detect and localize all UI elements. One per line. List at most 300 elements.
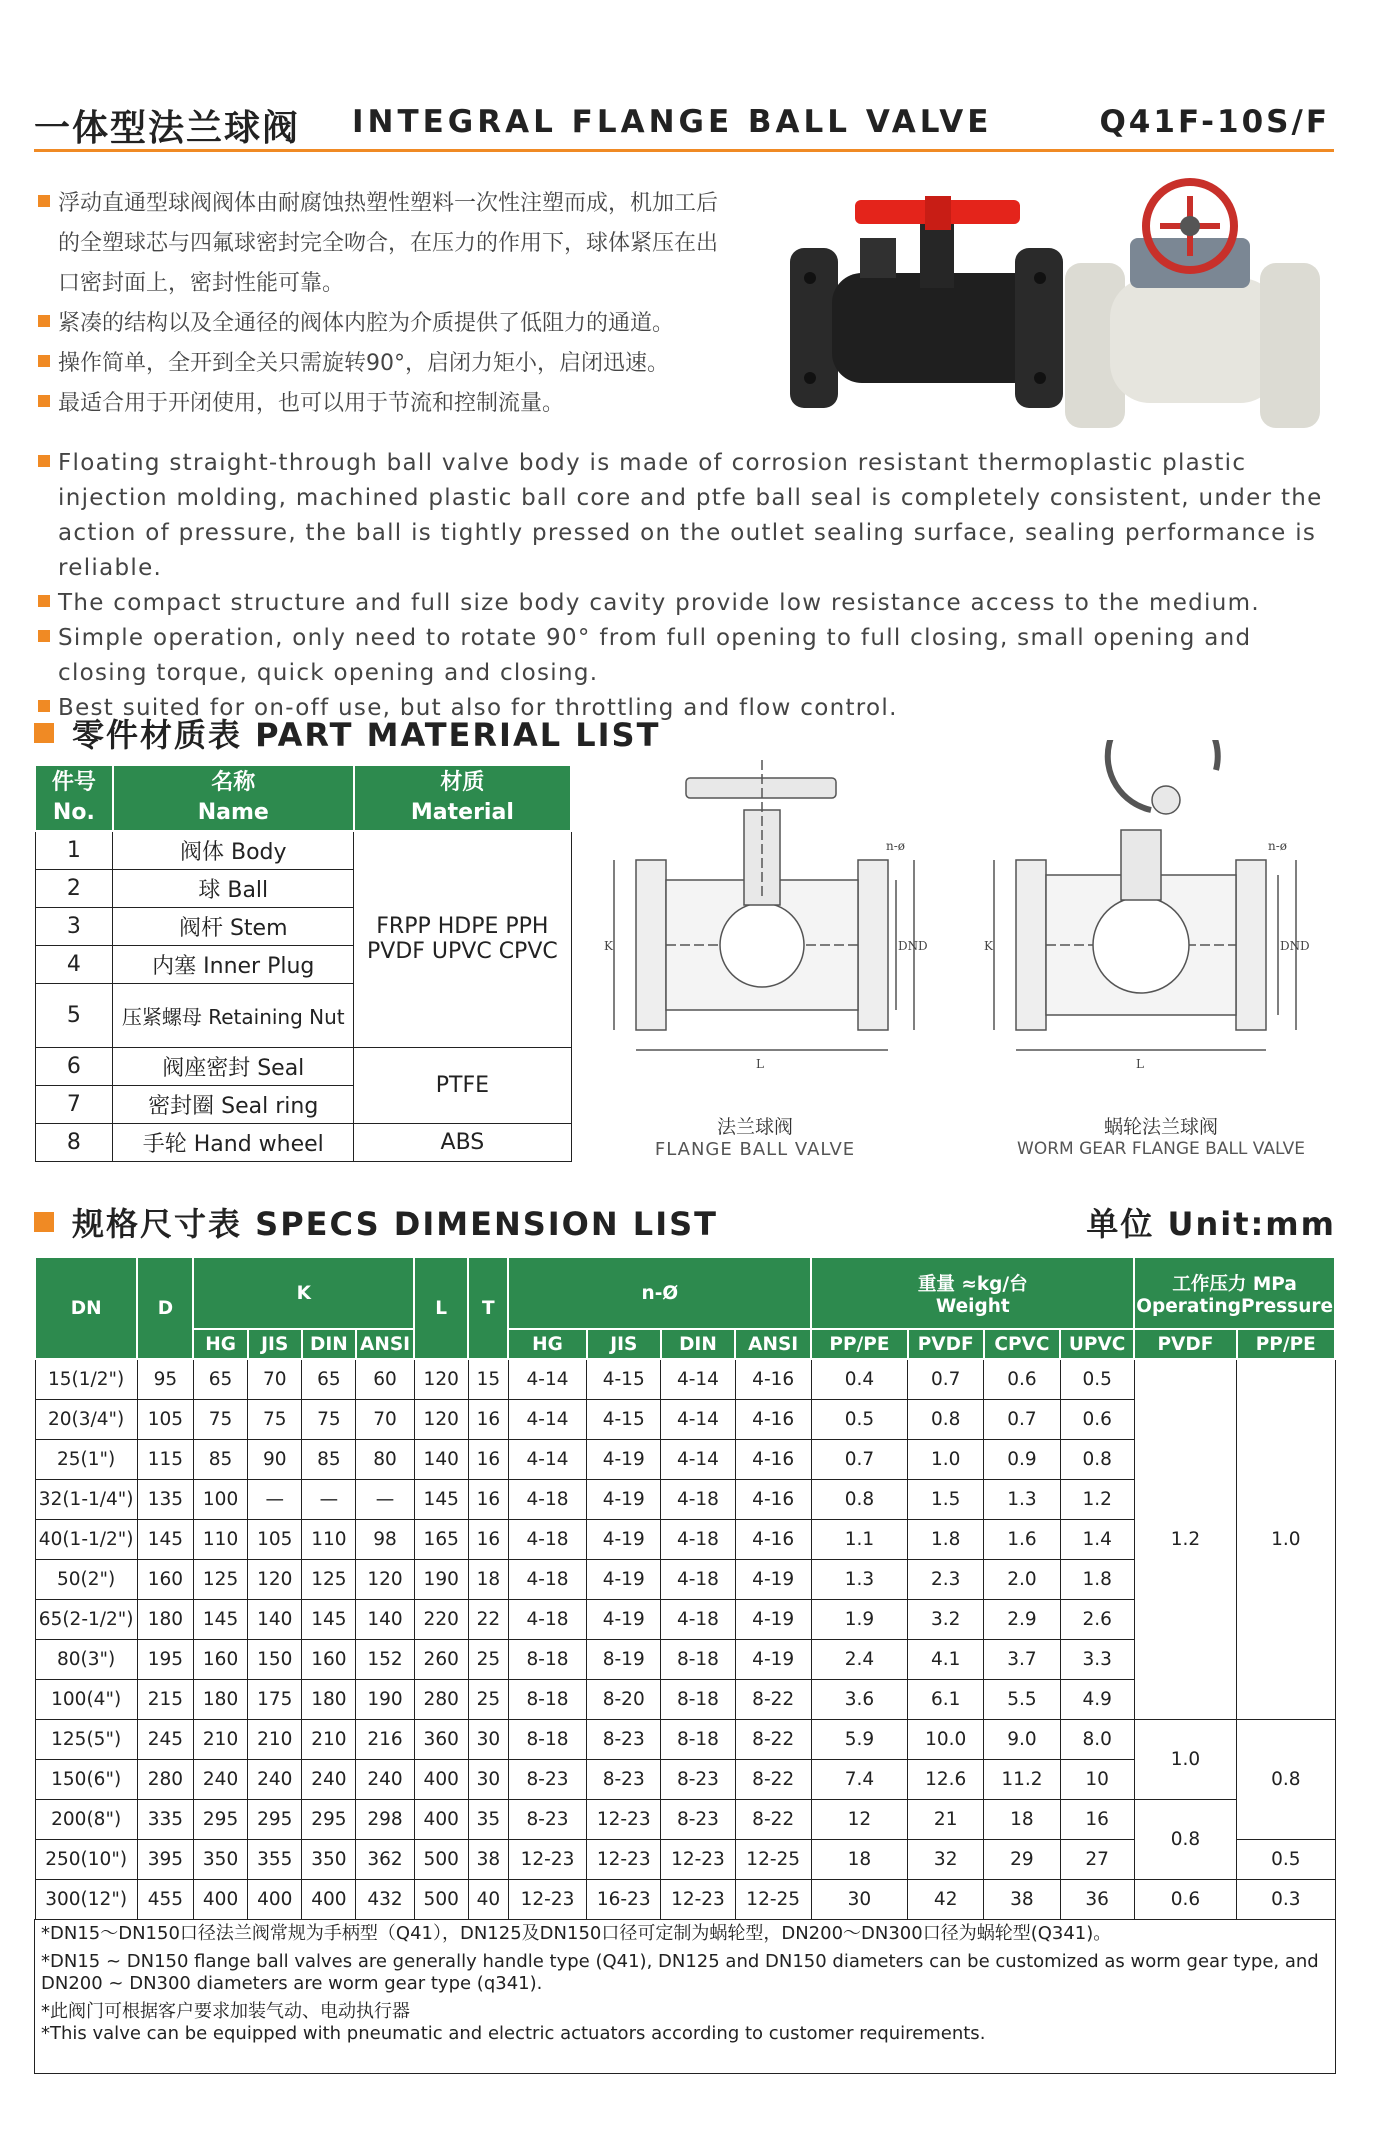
spec-cell: 16-23 bbox=[587, 1879, 661, 1919]
spec-cell: 152 bbox=[356, 1639, 414, 1679]
part-name: 手轮 Hand wheel bbox=[113, 1123, 354, 1161]
spec-cell: 298 bbox=[356, 1799, 414, 1839]
spec-cell: 32 bbox=[908, 1839, 984, 1879]
spec-cell: 350 bbox=[302, 1839, 356, 1879]
spec-cell: 4-18 bbox=[661, 1479, 735, 1519]
spec-cell: 25 bbox=[468, 1639, 508, 1679]
spec-cell: 12-23 bbox=[587, 1799, 661, 1839]
spec-cell: 65 bbox=[193, 1359, 247, 1399]
spec-cell: 0.8 bbox=[1060, 1439, 1134, 1479]
spec-cell: 2.9 bbox=[984, 1599, 1060, 1639]
header-d: D bbox=[137, 1257, 193, 1359]
table-row bbox=[35, 831, 571, 869]
header-no: 件号 No. bbox=[35, 765, 113, 831]
spec-cell: 10 bbox=[1060, 1759, 1134, 1799]
description-en bbox=[38, 446, 1348, 726]
spec-cell: 4-16 bbox=[735, 1399, 811, 1439]
pressure-cell-pvdf: 0.8 bbox=[1134, 1799, 1236, 1879]
spec-cell: 12-25 bbox=[735, 1879, 811, 1919]
header-pressure: 工作压力 MPa OperatingPressure bbox=[1134, 1257, 1335, 1329]
part-no: 5 bbox=[35, 983, 113, 1047]
note-1: *DN15～DN150口径法兰阀常规为手柄型（Q41），DN125及DN150口径可定制为蜗轮型，DN200～DN300口径为蜗轮型(Q341)。 bbox=[41, 1923, 1112, 1944]
spec-cell: 0.7 bbox=[908, 1359, 984, 1399]
spec-cell: 140 bbox=[414, 1439, 468, 1479]
header-w-pppe: PP/PE bbox=[811, 1329, 907, 1359]
dn-cell: 20(3/4") bbox=[35, 1399, 137, 1439]
spec-cell: 12.6 bbox=[908, 1759, 984, 1799]
spec-cell: 355 bbox=[248, 1839, 302, 1879]
pressure-cell-pp: 0.8 bbox=[1237, 1719, 1335, 1839]
spec-cell: 1.1 bbox=[811, 1519, 907, 1559]
spec-cell: 4.9 bbox=[1060, 1679, 1134, 1719]
pressure-cell-pp: 0.3 bbox=[1237, 1879, 1335, 1919]
part-no: 4 bbox=[35, 945, 113, 983]
material-table-header bbox=[35, 765, 571, 831]
spec-cell: 295 bbox=[193, 1799, 247, 1839]
spec-cell: 70 bbox=[356, 1399, 414, 1439]
dn-cell: 300(12") bbox=[35, 1879, 137, 1919]
spec-cell: 150 bbox=[248, 1639, 302, 1679]
spec-cell: 4-19 bbox=[735, 1559, 811, 1599]
dim-label-l: L bbox=[1136, 1057, 1144, 1071]
dim-label-k: K bbox=[984, 939, 993, 953]
note-3: *此阀门可根据客户要求加装气动、电动执行器 bbox=[41, 2001, 410, 2022]
spec-cell: 0.5 bbox=[1060, 1359, 1134, 1399]
table-row bbox=[35, 1879, 1335, 1919]
spec-cell: 120 bbox=[414, 1399, 468, 1439]
spec-cell: 400 bbox=[302, 1879, 356, 1919]
spec-cell: 395 bbox=[137, 1839, 193, 1879]
spec-cell: 12 bbox=[811, 1799, 907, 1839]
dn-cell: 125(5") bbox=[35, 1719, 137, 1759]
header-l: L bbox=[414, 1257, 468, 1359]
spec-cell: 280 bbox=[414, 1679, 468, 1719]
spec-cell: 1.4 bbox=[1060, 1519, 1134, 1559]
bullet-icon bbox=[38, 355, 50, 367]
spec-cell: 8-22 bbox=[735, 1759, 811, 1799]
spec-cell: 4-19 bbox=[587, 1439, 661, 1479]
spec-cell: 145 bbox=[302, 1599, 356, 1639]
spec-cell: 1.3 bbox=[811, 1559, 907, 1599]
desc-en-item: Best suited for on-off use, but also for throttling and flow control. bbox=[38, 691, 1348, 726]
bullet-icon bbox=[38, 395, 50, 407]
spec-cell: 80 bbox=[356, 1439, 414, 1479]
bullet-icon bbox=[38, 595, 50, 607]
part-no: 3 bbox=[35, 907, 113, 945]
spec-cell: 2.4 bbox=[811, 1639, 907, 1679]
header-n-ansi: ANSI bbox=[735, 1329, 811, 1359]
part-no: 2 bbox=[35, 869, 113, 907]
header-w-upvc: UPVC bbox=[1060, 1329, 1134, 1359]
section-marker-icon bbox=[34, 723, 54, 743]
spec-cell: 240 bbox=[356, 1759, 414, 1799]
section-marker-icon bbox=[34, 1212, 54, 1232]
spec-cell: 4-18 bbox=[661, 1519, 735, 1559]
desc-en-item: The compact structure and full size body cavity provide low resistance access to the medium. bbox=[38, 586, 1348, 621]
table-row bbox=[35, 1359, 1335, 1399]
page-header bbox=[34, 100, 1334, 152]
spec-cell: 12-23 bbox=[508, 1879, 586, 1919]
spec-cell: 11.2 bbox=[984, 1759, 1060, 1799]
spec-cell: 135 bbox=[137, 1479, 193, 1519]
spec-cell: 8-22 bbox=[735, 1679, 811, 1719]
dim-label-dn: DN bbox=[1280, 939, 1301, 953]
spec-cell: 4-16 bbox=[735, 1479, 811, 1519]
material-table bbox=[34, 764, 572, 1162]
spec-cell: 0.9 bbox=[984, 1439, 1060, 1479]
spec-cell: 8-19 bbox=[587, 1639, 661, 1679]
header-p-pppe: PP/PE bbox=[1237, 1329, 1335, 1359]
spec-cell: 42 bbox=[908, 1879, 984, 1919]
spec-cell: 30 bbox=[811, 1879, 907, 1919]
desc-cn-item: 浮动直通型球阀阀体由耐腐蚀热塑性塑料一次性注塑而成，机加工后的全塑球芯与四氟球密封完全吻合，在压力的作用下，球体紧压在出口密封面上，密封性能可靠。 bbox=[38, 184, 728, 304]
spec-cell: 85 bbox=[193, 1439, 247, 1479]
bullet-icon bbox=[38, 315, 50, 327]
spec-cell: 4-16 bbox=[735, 1519, 811, 1559]
header-n-din: DIN bbox=[661, 1329, 735, 1359]
spec-cell: 16 bbox=[468, 1479, 508, 1519]
spec-cell: 140 bbox=[248, 1599, 302, 1639]
spec-cell: — bbox=[356, 1479, 414, 1519]
part-name: 内塞 Inner Plug bbox=[113, 945, 354, 983]
spec-cell: 145 bbox=[193, 1599, 247, 1639]
dim-label-l: L bbox=[756, 1057, 764, 1071]
spec-cell: 8-18 bbox=[508, 1639, 586, 1679]
spec-cell: 105 bbox=[137, 1399, 193, 1439]
spec-cell: 120 bbox=[414, 1359, 468, 1399]
spec-cell: 7.4 bbox=[811, 1759, 907, 1799]
spec-cell: 4-14 bbox=[508, 1359, 586, 1399]
product-photos bbox=[760, 178, 1340, 433]
spec-cell: 12-23 bbox=[661, 1839, 735, 1879]
bullet-icon bbox=[38, 195, 50, 207]
spec-cell: 4-15 bbox=[587, 1359, 661, 1399]
spec-cell: 360 bbox=[414, 1719, 468, 1759]
spec-cell: 1.9 bbox=[811, 1599, 907, 1639]
spec-cell: 1.5 bbox=[908, 1479, 984, 1519]
spec-cell: 21 bbox=[908, 1799, 984, 1839]
spec-cell: 75 bbox=[302, 1399, 356, 1439]
spec-cell: 190 bbox=[356, 1679, 414, 1719]
dn-cell: 80(3") bbox=[35, 1639, 137, 1679]
spec-cell: 16 bbox=[468, 1519, 508, 1559]
spec-cell: 240 bbox=[302, 1759, 356, 1799]
spec-cell: 36 bbox=[1060, 1879, 1134, 1919]
spec-cell: 4-19 bbox=[587, 1479, 661, 1519]
dn-cell: 100(4") bbox=[35, 1679, 137, 1719]
header-name: 名称 Name bbox=[113, 765, 354, 831]
spec-cell: 12-23 bbox=[508, 1839, 586, 1879]
spec-cell: 216 bbox=[356, 1719, 414, 1759]
technical-drawings bbox=[596, 740, 1346, 1080]
spec-cell: 18 bbox=[468, 1559, 508, 1599]
spec-cell: 1.0 bbox=[908, 1439, 984, 1479]
part-no: 6 bbox=[35, 1047, 113, 1085]
spec-cell: 160 bbox=[302, 1639, 356, 1679]
header-n-hg: HG bbox=[508, 1329, 586, 1359]
black-valve-image bbox=[790, 196, 1063, 408]
spec-cell: 8-22 bbox=[735, 1799, 811, 1839]
spec-cell: 18 bbox=[984, 1799, 1060, 1839]
header-w-pvdf: PVDF bbox=[908, 1329, 984, 1359]
desc-cn-item: 紧凑的结构以及全通径的阀体内腔为介质提供了低阻力的通道。 bbox=[38, 304, 728, 344]
spec-cell: 4-14 bbox=[661, 1399, 735, 1439]
spec-cell: 160 bbox=[137, 1559, 193, 1599]
spec-cell: 75 bbox=[248, 1399, 302, 1439]
header-k-ansi: ANSI bbox=[356, 1329, 414, 1359]
spec-cell: 30 bbox=[468, 1759, 508, 1799]
dn-cell: 250(10") bbox=[35, 1839, 137, 1879]
spec-cell: 145 bbox=[137, 1519, 193, 1559]
header-t: T bbox=[468, 1257, 508, 1359]
grey-worm-gear-valve-image bbox=[1065, 182, 1320, 428]
spec-cell: 5.5 bbox=[984, 1679, 1060, 1719]
spec-cell: 125 bbox=[193, 1559, 247, 1599]
spec-cell: 40 bbox=[468, 1879, 508, 1919]
table-row bbox=[35, 1123, 571, 1161]
spec-cell: 4-19 bbox=[587, 1599, 661, 1639]
spec-cell: 180 bbox=[193, 1679, 247, 1719]
spec-cell: 260 bbox=[414, 1639, 468, 1679]
spec-cell: 4-18 bbox=[508, 1519, 586, 1559]
pressure-cell-pp: 1.0 bbox=[1237, 1359, 1335, 1719]
spec-cell: 8-18 bbox=[661, 1639, 735, 1679]
spec-cell: 4-19 bbox=[587, 1559, 661, 1599]
spec-cell: 4-18 bbox=[661, 1559, 735, 1599]
header-w-cpvc: CPVC bbox=[984, 1329, 1060, 1359]
bullet-icon bbox=[38, 630, 50, 642]
part-no: 7 bbox=[35, 1085, 113, 1123]
spec-cell: 295 bbox=[302, 1799, 356, 1839]
specs-header-row-2 bbox=[35, 1329, 1335, 1359]
dim-label-n: n-ø bbox=[886, 839, 906, 853]
pressure-cell-pp: 0.5 bbox=[1237, 1839, 1335, 1879]
spec-cell: — bbox=[302, 1479, 356, 1519]
spec-cell: 400 bbox=[193, 1879, 247, 1919]
flange-valve-drawing bbox=[604, 760, 928, 1071]
material-group-3: ABS bbox=[354, 1123, 571, 1161]
part-no: 8 bbox=[35, 1123, 113, 1161]
header-dn: DN bbox=[35, 1257, 137, 1359]
spec-cell: 4-15 bbox=[587, 1399, 661, 1439]
spec-cell: 3.2 bbox=[908, 1599, 984, 1639]
spec-cell: 65 bbox=[302, 1359, 356, 1399]
spec-cell: 4-18 bbox=[508, 1599, 586, 1639]
spec-cell: 500 bbox=[414, 1879, 468, 1919]
spec-cell: 8-23 bbox=[587, 1759, 661, 1799]
table-row bbox=[35, 1719, 1335, 1759]
spec-cell: 8.0 bbox=[1060, 1719, 1134, 1759]
spec-cell: 12-23 bbox=[661, 1879, 735, 1919]
header-k-jis: JIS bbox=[248, 1329, 302, 1359]
table-row bbox=[35, 1047, 571, 1085]
drawing-caption-right: 蜗轮法兰球阀 WORM GEAR FLANGE BALL VALVE bbox=[1017, 1116, 1305, 1159]
spec-cell: 400 bbox=[414, 1759, 468, 1799]
spec-cell: 4-14 bbox=[508, 1439, 586, 1479]
spec-cell: 215 bbox=[137, 1679, 193, 1719]
spec-cell: 2.3 bbox=[908, 1559, 984, 1599]
spec-cell: 400 bbox=[414, 1799, 468, 1839]
spec-cell: 10.0 bbox=[908, 1719, 984, 1759]
spec-cell: 240 bbox=[248, 1759, 302, 1799]
spec-cell: 4-19 bbox=[587, 1519, 661, 1559]
dim-label-d: D bbox=[1300, 939, 1310, 953]
part-name: 阀杆 Stem bbox=[113, 907, 354, 945]
spec-cell: 115 bbox=[137, 1439, 193, 1479]
spec-cell: 8-18 bbox=[508, 1679, 586, 1719]
spec-cell: 195 bbox=[137, 1639, 193, 1679]
dn-cell: 50(2") bbox=[35, 1559, 137, 1599]
header-p-pvdf: PVDF bbox=[1134, 1329, 1236, 1359]
note-2: *DN15 ~ DN150 flange ball valves are generally handle type (Q41), DN125 and DN150 diameters can be customized as worm gear type, and DN200 ~ DN300 diameters are worm gear type (q341). bbox=[41, 1951, 1319, 1994]
spec-cell: 100 bbox=[193, 1479, 247, 1519]
spec-cell: 9.0 bbox=[984, 1719, 1060, 1759]
header-k-hg: HG bbox=[193, 1329, 247, 1359]
spec-cell: 8-22 bbox=[735, 1719, 811, 1759]
spec-cell: 0.8 bbox=[908, 1399, 984, 1439]
part-name: 阀座密封 Seal bbox=[113, 1047, 354, 1085]
page-title-en: INTEGRAL FLANGE BALL VALVE bbox=[352, 104, 993, 140]
spec-cell: 12-25 bbox=[735, 1839, 811, 1879]
spec-cell: 0.5 bbox=[811, 1399, 907, 1439]
spec-cell: 8-18 bbox=[661, 1719, 735, 1759]
spec-cell: 8-23 bbox=[587, 1719, 661, 1759]
spec-cell: 16 bbox=[1060, 1799, 1134, 1839]
spec-cell: 1.2 bbox=[1060, 1479, 1134, 1519]
spec-cell: 500 bbox=[414, 1839, 468, 1879]
drawing-caption-left: 法兰球阀 FLANGE BALL VALVE bbox=[654, 1116, 856, 1160]
table-row bbox=[35, 1799, 1335, 1839]
desc-cn-item: 最适合用于开闭使用，也可以用于节流和控制流量。 bbox=[38, 384, 728, 424]
spec-cell: 8-23 bbox=[508, 1799, 586, 1839]
spec-cell: 75 bbox=[193, 1399, 247, 1439]
spec-cell: 5.9 bbox=[811, 1719, 907, 1759]
spec-cell: 85 bbox=[302, 1439, 356, 1479]
specs-table bbox=[34, 1256, 1336, 1920]
header-n: n-Ø bbox=[508, 1257, 811, 1329]
spec-cell: 25 bbox=[468, 1679, 508, 1719]
unit-label: 单位 Unit:mm bbox=[1086, 1205, 1336, 1243]
dn-cell: 25(1") bbox=[35, 1439, 137, 1479]
description-cn bbox=[38, 184, 728, 424]
spec-cell: 4-19 bbox=[735, 1639, 811, 1679]
spec-cell: 6.1 bbox=[908, 1679, 984, 1719]
spec-cell: 280 bbox=[137, 1759, 193, 1799]
spec-cell: 140 bbox=[356, 1599, 414, 1639]
spec-cell: 125 bbox=[302, 1559, 356, 1599]
material-group-1: FRPP HDPE PPH PVDF UPVC CPVC bbox=[354, 831, 571, 1047]
model-number: Q41F-10S/F bbox=[1099, 104, 1330, 140]
spec-cell: 240 bbox=[193, 1759, 247, 1799]
specs-section-title: 规格尺寸表 SPECS DIMENSION LIST bbox=[34, 1199, 718, 1245]
spec-cell: 4-14 bbox=[661, 1439, 735, 1479]
desc-en-item: Simple operation, only need to rotate 90° from full opening to full closing, small opening and closing torque, quick opening and closing. bbox=[38, 621, 1348, 691]
dn-cell: 65(2-1/2") bbox=[35, 1599, 137, 1639]
spec-cell: 3.7 bbox=[984, 1639, 1060, 1679]
spec-cell: 70 bbox=[248, 1359, 302, 1399]
spec-cell: 4-18 bbox=[508, 1559, 586, 1599]
bullet-icon bbox=[38, 455, 50, 467]
spec-cell: 16 bbox=[468, 1439, 508, 1479]
header-n-jis: JIS bbox=[587, 1329, 661, 1359]
dim-label-n: n-ø bbox=[1268, 839, 1288, 853]
spec-cell: 4-18 bbox=[508, 1479, 586, 1519]
spec-cell: 1.3 bbox=[984, 1479, 1060, 1519]
part-name: 压紧螺母 Retaining Nut bbox=[113, 983, 354, 1047]
spec-cell: 8-18 bbox=[661, 1679, 735, 1719]
pressure-cell-pvdf: 1.0 bbox=[1134, 1719, 1236, 1799]
spec-cell: 15 bbox=[468, 1359, 508, 1399]
spec-cell: 400 bbox=[248, 1879, 302, 1919]
spec-cell: 22 bbox=[468, 1599, 508, 1639]
part-name: 密封圈 Seal ring bbox=[113, 1085, 354, 1123]
dn-cell: 40(1-1/2") bbox=[35, 1519, 137, 1559]
spec-cell: 29 bbox=[984, 1839, 1060, 1879]
part-no: 1 bbox=[35, 831, 113, 869]
spec-cell: 110 bbox=[193, 1519, 247, 1559]
spec-cell: 180 bbox=[302, 1679, 356, 1719]
spec-cell: 8-23 bbox=[508, 1759, 586, 1799]
spec-cell: 35 bbox=[468, 1799, 508, 1839]
spec-cell: 95 bbox=[137, 1359, 193, 1399]
dim-label-dn: DN bbox=[898, 939, 919, 953]
spec-cell: 30 bbox=[468, 1719, 508, 1759]
spec-cell: 4-14 bbox=[508, 1399, 586, 1439]
header-k-din: DIN bbox=[302, 1329, 356, 1359]
spec-cell: 38 bbox=[468, 1839, 508, 1879]
spec-cell: 2.0 bbox=[984, 1559, 1060, 1599]
spec-cell: 4-16 bbox=[735, 1359, 811, 1399]
spec-cell: 1.6 bbox=[984, 1519, 1060, 1559]
spec-cell: 98 bbox=[356, 1519, 414, 1559]
spec-cell: 8-23 bbox=[661, 1799, 735, 1839]
spec-cell: 362 bbox=[356, 1839, 414, 1879]
spec-cell: 245 bbox=[137, 1719, 193, 1759]
spec-cell: 16 bbox=[468, 1399, 508, 1439]
spec-cell: 90 bbox=[248, 1439, 302, 1479]
spec-cell: 0.8 bbox=[811, 1479, 907, 1519]
spec-cell: 455 bbox=[137, 1879, 193, 1919]
spec-cell: 210 bbox=[302, 1719, 356, 1759]
spec-cell: 0.7 bbox=[984, 1399, 1060, 1439]
spec-cell: 2.6 bbox=[1060, 1599, 1134, 1639]
spec-cell: 350 bbox=[193, 1839, 247, 1879]
spec-cell: 1.8 bbox=[908, 1519, 984, 1559]
spec-cell: 190 bbox=[414, 1559, 468, 1599]
spec-cell: 0.4 bbox=[811, 1359, 907, 1399]
spec-cell: 0.7 bbox=[811, 1439, 907, 1479]
spec-cell: 3.6 bbox=[811, 1679, 907, 1719]
spec-cell: 295 bbox=[248, 1799, 302, 1839]
spec-cell: 335 bbox=[137, 1799, 193, 1839]
spec-cell: 4-19 bbox=[735, 1599, 811, 1639]
spec-cell: 8-18 bbox=[508, 1719, 586, 1759]
desc-cn-item: 操作简单，全开到全关只需旋转90°，启闭力矩小，启闭迅速。 bbox=[38, 344, 728, 384]
spec-cell: 145 bbox=[414, 1479, 468, 1519]
spec-cell: 432 bbox=[356, 1879, 414, 1919]
spec-cell: 1.8 bbox=[1060, 1559, 1134, 1599]
spec-cell: 165 bbox=[414, 1519, 468, 1559]
spec-cell: 210 bbox=[193, 1719, 247, 1759]
spec-cell: 4.1 bbox=[908, 1639, 984, 1679]
header-k: K bbox=[193, 1257, 414, 1329]
spec-cell: 110 bbox=[302, 1519, 356, 1559]
dn-cell: 32(1-1/4") bbox=[35, 1479, 137, 1519]
spec-cell: 4-18 bbox=[661, 1599, 735, 1639]
note-4: *This valve can be equipped with pneumatic and electric actuators according to customer requirements. bbox=[41, 2023, 986, 2044]
page-title-cn: 一体型法兰球阀 bbox=[34, 108, 301, 149]
spec-cell: 0.6 bbox=[1060, 1399, 1134, 1439]
